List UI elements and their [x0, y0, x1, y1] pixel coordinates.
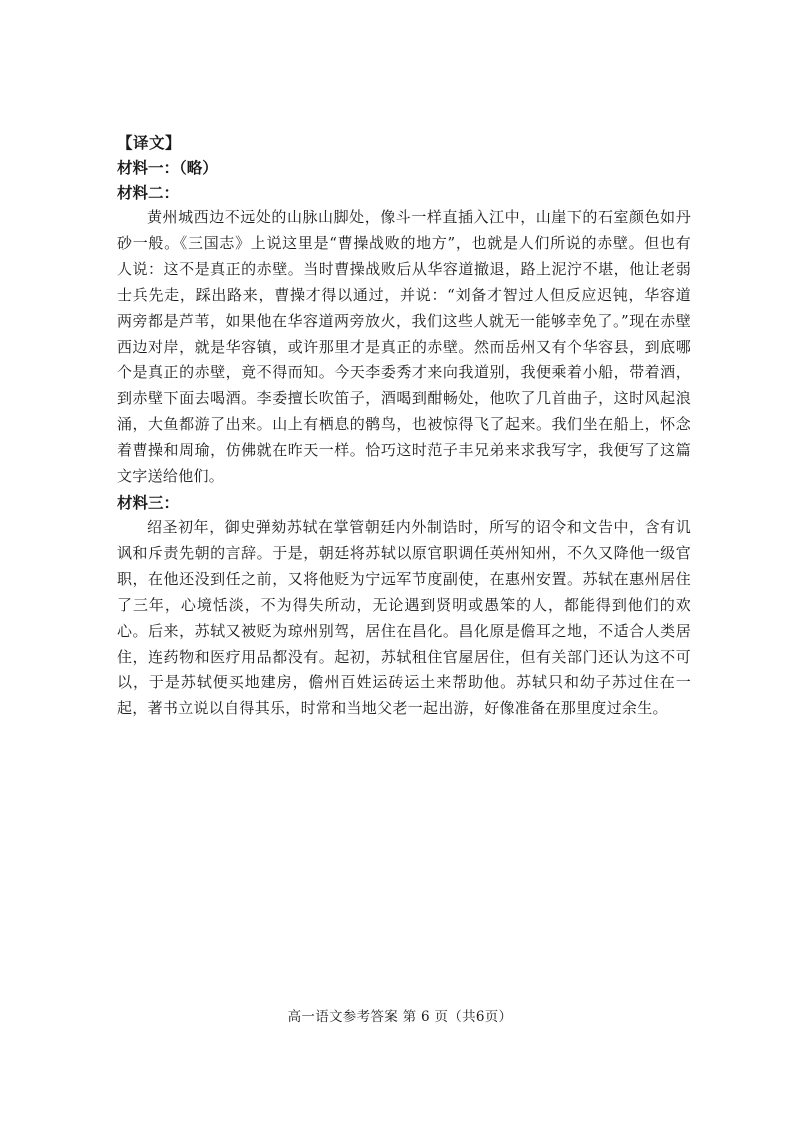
material-two-label: 材料二： [117, 183, 180, 202]
translation-section [117, 130, 691, 722]
page-footer: 高一语文参考答案 第 6 页（共6页） [287, 1009, 513, 1025]
section-heading: 【译文】 [117, 133, 182, 152]
material-two-paragraph: 黄州城西边不远处的山脉山脚处，像斗一样直插入江中，山崖下的石室颜色如丹砂一般。《三国志》上说这里是“曹操战败的地方”，也就是人们所说的赤壁。但也有人说：这不是真正的赤壁。当时曹操战败后从华容道撤退，路上泥泞不堪，他让老弱士兵先走，踩出路来，曹操才得以通过，并说：“刘备才智过人但反应迟钝，华容道两旁都是芦苇，如果他在华容道两旁放火，我们这些人就无一能够幸免了。”现在赤壁西边对岸，就是华容镇，或许那里才是真正的赤壁。然而岳州又有个华容县，到底哪个是真正的赤壁，竟不得而知。今天李委秀才来向我道别，我便乘着小船，带着酒，到赤壁下面去喝酒。李委擅长吹笛子，酒喝到酣畅处，他吹了几首曲子，这时风起浪涌，大鱼都游了出来。山上有栖息的鹘鸟，也被惊得飞了起来。我们坐在船上，怀念着曹操和周瑜，仿佛就在昨天一样。恰巧这时范子丰兄弟来求我写字，我便写了这篇文字送给他们。 [117, 208, 691, 486]
material-one-label: 材料一：（略） [117, 158, 218, 177]
material-three-paragraph: 绍圣初年，御史弹劾苏轼在掌管朝廷内外制诰时，所写的诏令和文告中，含有讥讽和斥责先朝的言辞。于是，朝廷将苏轼以原官职调任英州知州，不久又降他一级官职，在他还没到任之前，又将他贬为宁远军节度副使，在惠州安置。苏轼在惠州居住了三年，心境恬淡，不为得失所动，无论遇到贤明或愚笨的人，都能得到他们的欢心。后来，苏轼又被贬为琼州别驾，居住在昌化。昌化原是儋耳之地，不适合人类居住，连药物和医疗用品都没有。起初，苏轼租住官屋居住，但有关部门还认为这不可以，于是苏轼便买地建房，儋州百姓运砖运土来帮助他。苏轼只和幼子苏过住在一起，著书立说以自得其乐，时常和当地父老一起出游，好像准备在那里度过余生。 [117, 517, 691, 718]
material-three-label: 材料三： [117, 492, 180, 512]
